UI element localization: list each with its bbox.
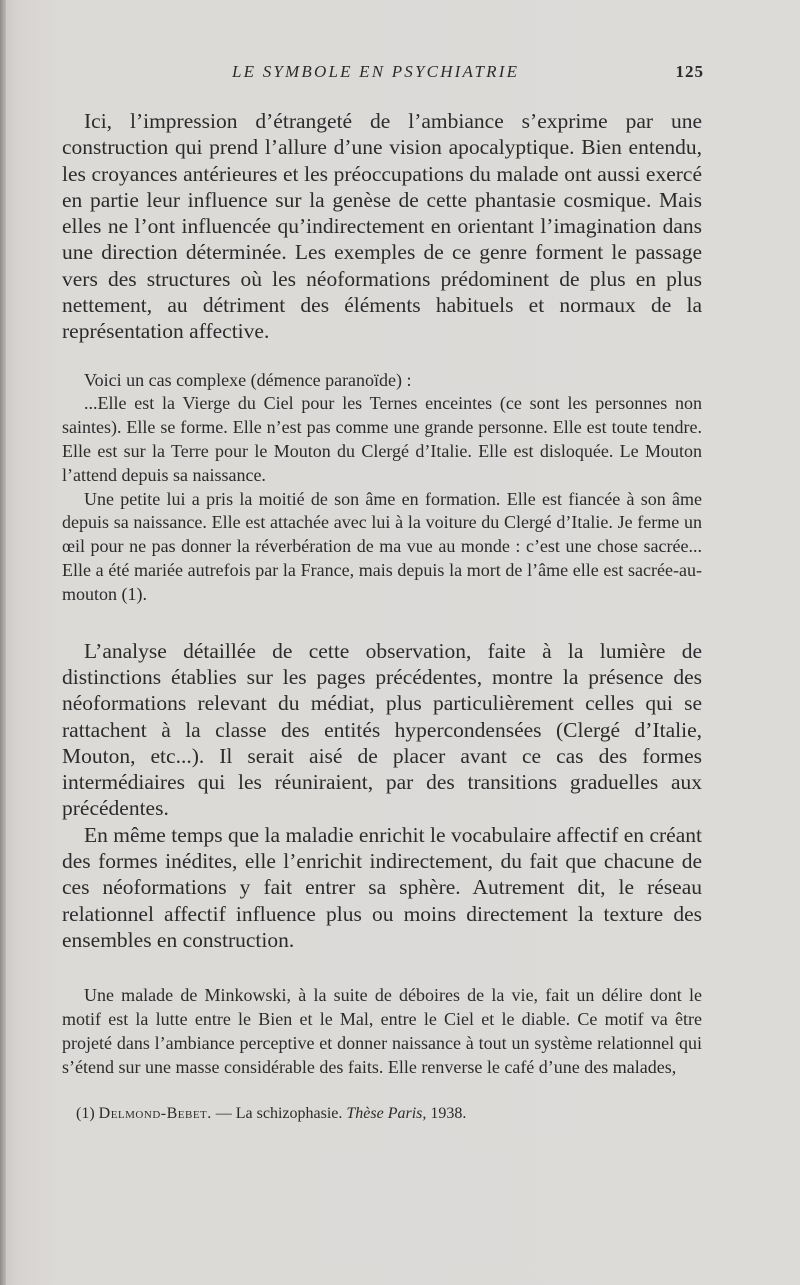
spacer xyxy=(62,953,702,984)
footnote-marker: (1) xyxy=(76,1105,95,1123)
page-number: 125 xyxy=(675,62,704,81)
running-title: LE SYMBOLE EN PSYCHIATRIE xyxy=(232,62,520,81)
footnote-venue: Thèse Paris, xyxy=(346,1105,427,1123)
case-quote-1: ...Elle est la Vierge du Ciel pour les Ternes enceintes (ce sont les personnes non saintes). Elle se forme. Elle n’est pas comme une grande personne. Elle est toute tendre. Elle est sur la Terre pour le Mouton du Clergé d’Italie. Elle est disloquée. Le Mouton l’attend depuis sa naissance. xyxy=(62,393,702,485)
footnote-title: La schizophasie. xyxy=(235,1105,343,1123)
footnote-year: 1938. xyxy=(430,1105,467,1123)
paragraph-apocalyptic-vision: Ici, l’impression d’étrangeté de l’ambiance s’exprime par une construction qui prend l’allure d’une vision apocalyptique. Bien entendu, les croyances antérieures et les préoccupations du malade ont aussi exercé en partie leur influence sur la genèse de cette phantasie cosmique. Mais elles ne l’ont influencée qu’indirectement en orientant l’imagination dans une direction déterminée. Les exemples de ce genre forment le passage vers des structures où les néoformations prédominent de plus en plus nettement, au détriment des éléments habituels et normaux de la représentation affective. xyxy=(62,109,702,344)
paragraph-analysis: L’analyse détaillée de cette observation, faite à la lumière de distinctions établies sur les pages précédentes, montre la présence des néoformations relevant du médiat, plus particulièrement celles qui se rattachent à la classe des entités hypercondensées (Clergé d’Italie, Mouton, etc...). Il serait aisé de placer avant ce cas des formes intermédiaires qui les réuniraient, par des transitions graduelles aux précédentes. xyxy=(62,638,702,821)
footnote-dash: — xyxy=(215,1105,232,1123)
footnote xyxy=(62,1103,702,1125)
paragraph-vocabulary: En même temps que la maladie enrichit le vocabulaire affectif en créant des formes inédites, elle l’enrichit indirectement, du fait que chacune de ces néoformations y fait entrer sa sphère. Autrement dit, le réseau relationnel affectif influence plus ou moins directement la texture des ensembles en construction. xyxy=(62,822,702,952)
case-quote-2: Une petite lui a pris la moitié de son âme en formation. Elle est fiancée à son âme depuis sa naissance. Elle est attachée avec lui à la voiture du Clergé d’Italie. Je ferme un œil pour ne pas donner la réverbération de ma vue au monde : c’est une chose sacrée... Elle a été mariée autrefois par la France, mais depuis la mort de l’âme elle est sacrée-au-mouton (1). xyxy=(62,488,702,604)
footnote-author: Delmond-Bebet. xyxy=(98,1105,212,1123)
page-spine-edge xyxy=(0,0,6,1285)
page-header xyxy=(62,62,704,88)
page-body xyxy=(62,108,702,1125)
spacer xyxy=(62,345,702,369)
paragraph-minkowski: Une malade de Minkowski, à la suite de déboires de la vie, fait un délire dont le motif est la lutte entre le Bien et le Mal, entre le Ciel et le diable. Ce motif va être projeté dans l’ambiance perceptive et donner naissance à tout un système relationnel qui s’étend sur une masse considérable des faits. Elle renverse le café d’une des malades, xyxy=(62,985,702,1077)
spacer xyxy=(62,607,702,638)
footnote-spacer xyxy=(62,1079,702,1103)
case-intro: Voici un cas complexe (démence paranoïde) : xyxy=(84,369,412,390)
